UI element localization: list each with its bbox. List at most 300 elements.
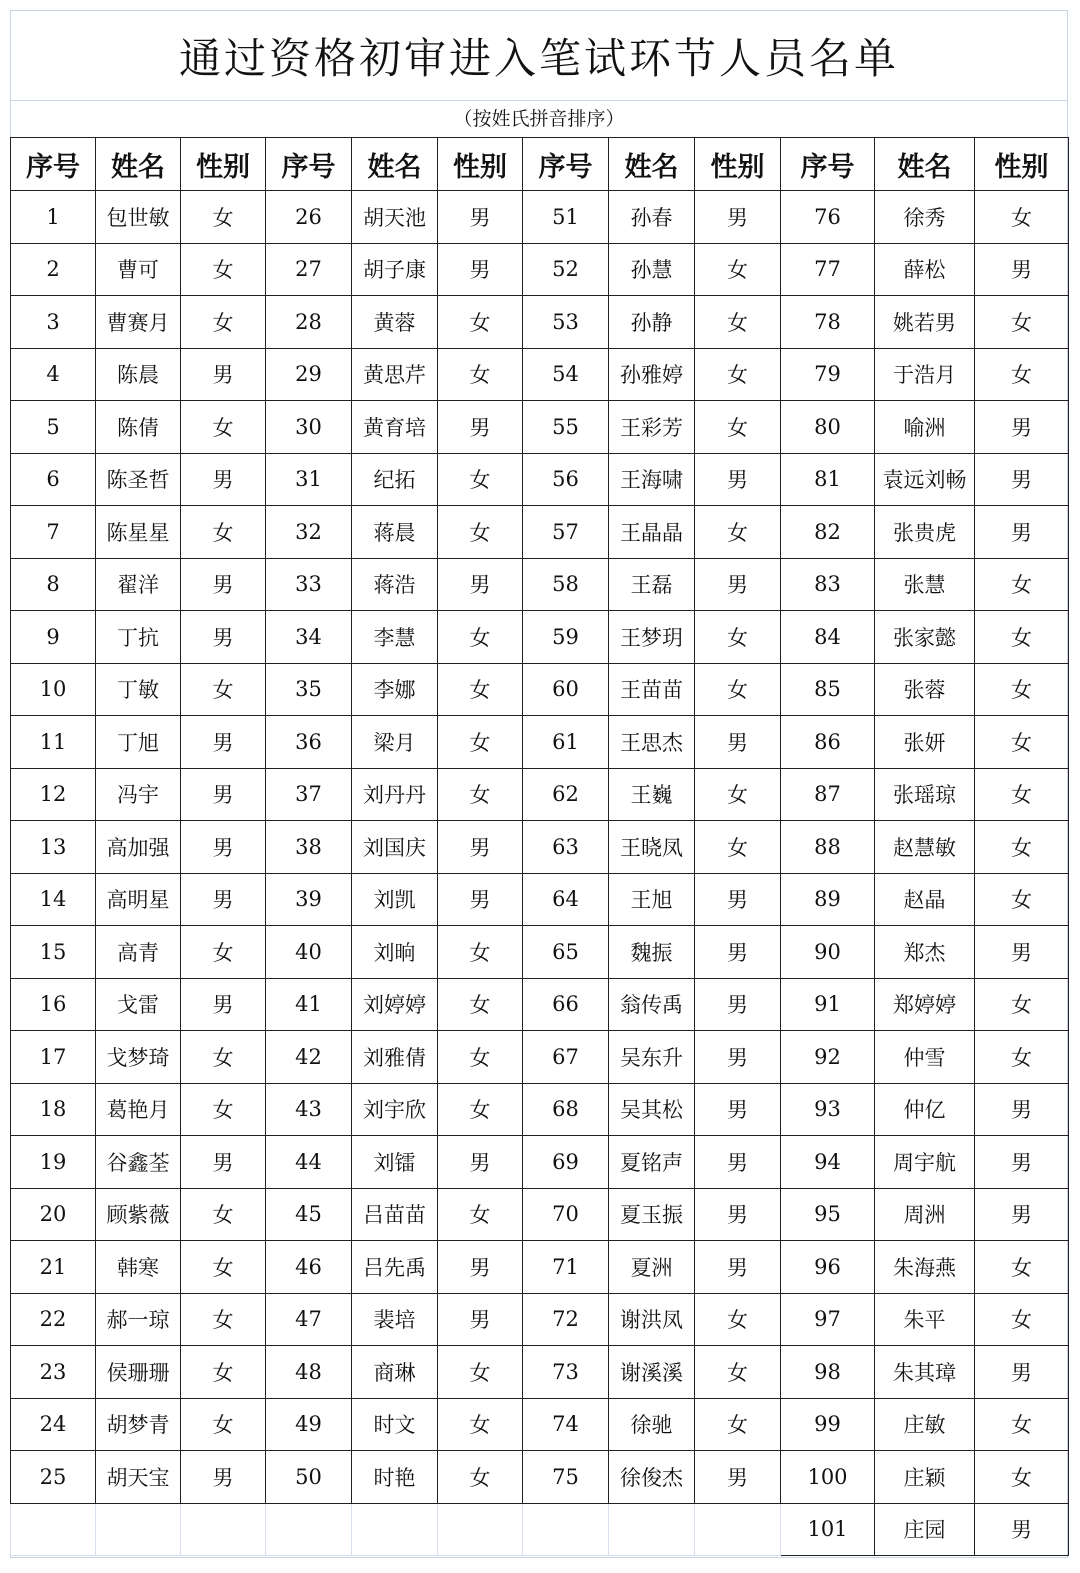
cell-gender: 男: [975, 926, 1069, 979]
cell-name: 孙慧: [609, 243, 695, 296]
cell-name: 周宇航: [875, 1136, 975, 1189]
cell-number: 63: [523, 821, 609, 874]
cell-gender: 女: [975, 611, 1069, 664]
cell-name: 刘雅倩: [352, 1031, 438, 1084]
cell-name: 谷鑫荃: [96, 1136, 181, 1189]
cell-name: 胡子康: [352, 243, 438, 296]
cell-name: 翟洋: [96, 558, 181, 611]
table-row: [11, 1503, 1069, 1556]
cell-name: 吴其松: [609, 1083, 695, 1136]
cell-gender: 女: [438, 1031, 523, 1084]
cell-number: 68: [523, 1083, 609, 1136]
cell-gender: 女: [438, 926, 523, 979]
cell-gender: 女: [181, 1241, 266, 1294]
cell-name: 张贵虎: [875, 506, 975, 559]
cell-number: 42: [266, 1031, 352, 1084]
cell-gender: 男: [181, 558, 266, 611]
table-row: [11, 611, 1069, 664]
cell-number: 51: [523, 191, 609, 244]
cell-gender: 女: [181, 926, 266, 979]
candidate-table: [10, 137, 1069, 1556]
empty-cell: [438, 1503, 523, 1556]
cell-gender: 男: [975, 1136, 1069, 1189]
cell-name: 高青: [96, 926, 181, 979]
cell-gender: 女: [975, 191, 1069, 244]
cell-number: 44: [266, 1136, 352, 1189]
cell-name: 王梦玥: [609, 611, 695, 664]
cell-name: 商琳: [352, 1346, 438, 1399]
cell-name: 胡天池: [352, 191, 438, 244]
cell-name: 曹可: [96, 243, 181, 296]
cell-number: 1: [11, 191, 96, 244]
cell-name: 郑婷婷: [875, 978, 975, 1031]
cell-number: 79: [781, 348, 875, 401]
empty-cell: [266, 1503, 352, 1556]
cell-name: 徐驰: [609, 1398, 695, 1451]
cell-gender: 女: [438, 1083, 523, 1136]
cell-name: 王彩芳: [609, 401, 695, 454]
cell-name: 张家懿: [875, 611, 975, 664]
cell-number: 97: [781, 1293, 875, 1346]
table-header-row: [11, 138, 1069, 191]
cell-gender: 男: [695, 978, 781, 1031]
cell-number: 9: [11, 611, 96, 664]
table-row: [11, 1241, 1069, 1294]
cell-name: 庄颖: [875, 1451, 975, 1504]
cell-name: 王海啸: [609, 453, 695, 506]
cell-gender: 男: [181, 453, 266, 506]
cell-number: 5: [11, 401, 96, 454]
cell-name: 陈圣哲: [96, 453, 181, 506]
cell-gender: 男: [695, 453, 781, 506]
cell-number: 27: [266, 243, 352, 296]
cell-gender: 女: [695, 611, 781, 664]
cell-gender: 女: [975, 1293, 1069, 1346]
cell-name: 庄园: [875, 1503, 975, 1556]
cell-gender: 男: [438, 558, 523, 611]
cell-name: 于浩月: [875, 348, 975, 401]
cell-number: 50: [266, 1451, 352, 1504]
cell-number: 37: [266, 768, 352, 821]
document-title: 通过资格初审进入笔试环节人员名单: [178, 34, 899, 83]
cell-gender: 女: [975, 1031, 1069, 1084]
cell-name: 徐秀: [875, 191, 975, 244]
cell-name: 高加强: [96, 821, 181, 874]
cell-gender: 男: [181, 768, 266, 821]
table-row: [11, 296, 1069, 349]
cell-number: 54: [523, 348, 609, 401]
cell-name: 郑杰: [875, 926, 975, 979]
cell-gender: 男: [695, 1451, 781, 1504]
cell-number: 28: [266, 296, 352, 349]
cell-gender: 男: [438, 1293, 523, 1346]
cell-number: 29: [266, 348, 352, 401]
cell-number: 46: [266, 1241, 352, 1294]
empty-cell: [352, 1503, 438, 1556]
title-divider: [10, 100, 1068, 101]
cell-number: 10: [11, 663, 96, 716]
table-row: [11, 1398, 1069, 1451]
header-number: 序号: [266, 138, 352, 191]
cell-number: 69: [523, 1136, 609, 1189]
cell-gender: 男: [975, 453, 1069, 506]
cell-number: 53: [523, 296, 609, 349]
cell-number: 8: [11, 558, 96, 611]
cell-number: 55: [523, 401, 609, 454]
cell-number: 30: [266, 401, 352, 454]
cell-number: 73: [523, 1346, 609, 1399]
cell-name: 包世敏: [96, 191, 181, 244]
cell-gender: 女: [181, 1398, 266, 1451]
cell-number: 25: [11, 1451, 96, 1504]
header-gender: 性别: [181, 138, 266, 191]
cell-number: 61: [523, 716, 609, 769]
cell-number: 39: [266, 873, 352, 926]
cell-gender: 男: [438, 1136, 523, 1189]
cell-name: 王巍: [609, 768, 695, 821]
cell-name: 刘镭: [352, 1136, 438, 1189]
cell-gender: 男: [695, 1241, 781, 1294]
cell-number: 38: [266, 821, 352, 874]
cell-number: 24: [11, 1398, 96, 1451]
cell-gender: 女: [975, 558, 1069, 611]
table-row: [11, 191, 1069, 244]
cell-number: 83: [781, 558, 875, 611]
table-row: [11, 1293, 1069, 1346]
cell-name: 庄敏: [875, 1398, 975, 1451]
cell-number: 82: [781, 506, 875, 559]
cell-gender: 女: [695, 1398, 781, 1451]
cell-name: 侯珊珊: [96, 1346, 181, 1399]
cell-gender: 女: [975, 821, 1069, 874]
cell-gender: 男: [438, 243, 523, 296]
cell-number: 99: [781, 1398, 875, 1451]
cell-name: 郝一琼: [96, 1293, 181, 1346]
header-gender: 性别: [975, 138, 1069, 191]
cell-gender: 女: [181, 663, 266, 716]
cell-number: 89: [781, 873, 875, 926]
cell-number: 47: [266, 1293, 352, 1346]
table-row: [11, 401, 1069, 454]
cell-gender: 男: [181, 348, 266, 401]
cell-gender: 男: [438, 191, 523, 244]
cell-number: 6: [11, 453, 96, 506]
table-row: [11, 978, 1069, 1031]
cell-number: 13: [11, 821, 96, 874]
cell-number: 77: [781, 243, 875, 296]
cell-gender: 女: [695, 1293, 781, 1346]
cell-number: 16: [11, 978, 96, 1031]
cell-number: 91: [781, 978, 875, 1031]
cell-gender: 男: [975, 506, 1069, 559]
cell-name: 张妍: [875, 716, 975, 769]
cell-gender: 男: [695, 1136, 781, 1189]
cell-gender: 女: [438, 716, 523, 769]
cell-name: 顾紫薇: [96, 1188, 181, 1241]
cell-number: 49: [266, 1398, 352, 1451]
cell-number: 75: [523, 1451, 609, 1504]
table-row: [11, 1188, 1069, 1241]
table-row: [11, 506, 1069, 559]
cell-number: 92: [781, 1031, 875, 1084]
cell-number: 12: [11, 768, 96, 821]
table-body: [11, 191, 1069, 1556]
empty-cell: [609, 1503, 695, 1556]
table-row: [11, 1346, 1069, 1399]
cell-name: 黄思芹: [352, 348, 438, 401]
cell-name: 王苗苗: [609, 663, 695, 716]
cell-number: 56: [523, 453, 609, 506]
cell-number: 88: [781, 821, 875, 874]
cell-name: 张蓉: [875, 663, 975, 716]
cell-number: 21: [11, 1241, 96, 1294]
cell-name: 冯宇: [96, 768, 181, 821]
cell-number: 67: [523, 1031, 609, 1084]
cell-number: 7: [11, 506, 96, 559]
cell-gender: 女: [438, 663, 523, 716]
cell-name: 夏铭声: [609, 1136, 695, 1189]
header-number: 序号: [523, 138, 609, 191]
cell-gender: 女: [975, 873, 1069, 926]
cell-name: 朱海燕: [875, 1241, 975, 1294]
cell-gender: 男: [695, 558, 781, 611]
cell-gender: 女: [438, 768, 523, 821]
cell-gender: 男: [695, 926, 781, 979]
cell-number: 96: [781, 1241, 875, 1294]
cell-number: 33: [266, 558, 352, 611]
cell-gender: 男: [438, 1241, 523, 1294]
cell-gender: 女: [695, 663, 781, 716]
cell-gender: 男: [695, 1083, 781, 1136]
cell-number: 43: [266, 1083, 352, 1136]
cell-number: 65: [523, 926, 609, 979]
cell-name: 丁抗: [96, 611, 181, 664]
cell-name: 王磊: [609, 558, 695, 611]
empty-cell: [695, 1503, 781, 1556]
table-row: [11, 243, 1069, 296]
header-gender: 性别: [438, 138, 523, 191]
cell-name: 葛艳月: [96, 1083, 181, 1136]
cell-name: 徐俊杰: [609, 1451, 695, 1504]
cell-gender: 男: [695, 716, 781, 769]
cell-number: 59: [523, 611, 609, 664]
cell-gender: 男: [695, 1031, 781, 1084]
cell-name: 李慧: [352, 611, 438, 664]
cell-number: 2: [11, 243, 96, 296]
table-row: [11, 926, 1069, 979]
cell-name: 陈倩: [96, 401, 181, 454]
cell-gender: 女: [438, 1346, 523, 1399]
cell-gender: 女: [975, 716, 1069, 769]
cell-name: 刘凯: [352, 873, 438, 926]
cell-gender: 女: [438, 348, 523, 401]
cell-number: 11: [11, 716, 96, 769]
cell-gender: 女: [181, 243, 266, 296]
cell-gender: 女: [181, 1346, 266, 1399]
cell-name: 曹赛月: [96, 296, 181, 349]
cell-gender: 女: [695, 506, 781, 559]
table-row: [11, 348, 1069, 401]
cell-gender: 女: [438, 1188, 523, 1241]
cell-number: 35: [266, 663, 352, 716]
cell-gender: 女: [438, 1398, 523, 1451]
table-row: [11, 453, 1069, 506]
cell-number: 22: [11, 1293, 96, 1346]
cell-name: 谢洪凤: [609, 1293, 695, 1346]
cell-gender: 女: [438, 1451, 523, 1504]
cell-gender: 女: [695, 401, 781, 454]
cell-name: 戈雷: [96, 978, 181, 1031]
cell-name: 仲亿: [875, 1083, 975, 1136]
cell-number: 95: [781, 1188, 875, 1241]
cell-number: 45: [266, 1188, 352, 1241]
cell-name: 姚若男: [875, 296, 975, 349]
cell-name: 纪拓: [352, 453, 438, 506]
cell-name: 戈梦琦: [96, 1031, 181, 1084]
table-row: [11, 821, 1069, 874]
empty-cell: [523, 1503, 609, 1556]
cell-gender: 男: [695, 1188, 781, 1241]
cell-gender: 男: [181, 611, 266, 664]
cell-name: 时艳: [352, 1451, 438, 1504]
cell-gender: 女: [975, 296, 1069, 349]
cell-name: 刘婷婷: [352, 978, 438, 1031]
cell-number: 62: [523, 768, 609, 821]
cell-number: 94: [781, 1136, 875, 1189]
header-name: 姓名: [609, 138, 695, 191]
cell-gender: 男: [181, 1451, 266, 1504]
header-number: 序号: [781, 138, 875, 191]
cell-number: 41: [266, 978, 352, 1031]
cell-gender: 女: [975, 1241, 1069, 1294]
cell-number: 64: [523, 873, 609, 926]
empty-cell: [181, 1503, 266, 1556]
cell-name: 胡天宝: [96, 1451, 181, 1504]
cell-gender: 女: [181, 401, 266, 454]
cell-number: 60: [523, 663, 609, 716]
cell-number: 93: [781, 1083, 875, 1136]
cell-name: 王旭: [609, 873, 695, 926]
cell-gender: 男: [438, 821, 523, 874]
cell-name: 周洲: [875, 1188, 975, 1241]
cell-number: 34: [266, 611, 352, 664]
cell-number: 48: [266, 1346, 352, 1399]
cell-name: 蒋浩: [352, 558, 438, 611]
cell-name: 朱其璋: [875, 1346, 975, 1399]
header-name: 姓名: [352, 138, 438, 191]
cell-name: 黄蓉: [352, 296, 438, 349]
cell-gender: 男: [975, 243, 1069, 296]
cell-number: 15: [11, 926, 96, 979]
cell-number: 3: [11, 296, 96, 349]
cell-number: 81: [781, 453, 875, 506]
cell-name: 仲雪: [875, 1031, 975, 1084]
cell-number: 76: [781, 191, 875, 244]
table-row: [11, 1083, 1069, 1136]
cell-gender: 男: [438, 401, 523, 454]
cell-name: 高明星: [96, 873, 181, 926]
cell-name: 朱平: [875, 1293, 975, 1346]
cell-name: 刘晌: [352, 926, 438, 979]
cell-number: 72: [523, 1293, 609, 1346]
cell-gender: 男: [695, 191, 781, 244]
cell-gender: 女: [975, 1398, 1069, 1451]
document-subtitle: （按姓氏拼音排序）: [453, 108, 625, 130]
cell-name: 魏振: [609, 926, 695, 979]
cell-name: 丁敏: [96, 663, 181, 716]
cell-gender: 男: [438, 873, 523, 926]
cell-name: 王晓凤: [609, 821, 695, 874]
cell-gender: 男: [975, 1503, 1069, 1556]
cell-number: 78: [781, 296, 875, 349]
cell-name: 吕苗苗: [352, 1188, 438, 1241]
cell-name: 刘国庆: [352, 821, 438, 874]
table-row: [11, 558, 1069, 611]
cell-name: 张瑶琼: [875, 768, 975, 821]
cell-name: 黄育培: [352, 401, 438, 454]
header-number: 序号: [11, 138, 96, 191]
cell-gender: 女: [695, 1346, 781, 1399]
cell-name: 蒋晨: [352, 506, 438, 559]
cell-number: 101: [781, 1503, 875, 1556]
cell-number: 84: [781, 611, 875, 664]
cell-number: 26: [266, 191, 352, 244]
cell-gender: 女: [695, 821, 781, 874]
cell-name: 夏洲: [609, 1241, 695, 1294]
cell-name: 裴培: [352, 1293, 438, 1346]
cell-gender: 男: [975, 401, 1069, 454]
cell-number: 20: [11, 1188, 96, 1241]
cell-gender: 女: [695, 768, 781, 821]
cell-name: 胡梦青: [96, 1398, 181, 1451]
cell-name: 孙春: [609, 191, 695, 244]
cell-gender: 女: [975, 978, 1069, 1031]
cell-name: 梁月: [352, 716, 438, 769]
cell-number: 4: [11, 348, 96, 401]
table-row: [11, 873, 1069, 926]
table-row: [11, 1031, 1069, 1084]
cell-gender: 男: [181, 978, 266, 1031]
cell-gender: 男: [975, 1188, 1069, 1241]
cell-number: 31: [266, 453, 352, 506]
table-row: [11, 1451, 1069, 1504]
cell-name: 孙雅婷: [609, 348, 695, 401]
cell-gender: 女: [975, 663, 1069, 716]
cell-number: 66: [523, 978, 609, 1031]
cell-number: 87: [781, 768, 875, 821]
cell-name: 丁旭: [96, 716, 181, 769]
cell-name: 翁传禹: [609, 978, 695, 1031]
cell-name: 吕先禹: [352, 1241, 438, 1294]
cell-gender: 女: [695, 348, 781, 401]
cell-gender: 男: [975, 1083, 1069, 1136]
cell-name: 赵慧敏: [875, 821, 975, 874]
table-row: [11, 768, 1069, 821]
cell-number: 19: [11, 1136, 96, 1189]
cell-gender: 女: [438, 453, 523, 506]
cell-gender: 女: [438, 978, 523, 1031]
cell-number: 36: [266, 716, 352, 769]
cell-gender: 女: [438, 506, 523, 559]
cell-number: 23: [11, 1346, 96, 1399]
cell-name: 孙静: [609, 296, 695, 349]
cell-number: 40: [266, 926, 352, 979]
header-name: 姓名: [96, 138, 181, 191]
cell-number: 32: [266, 506, 352, 559]
cell-gender: 女: [438, 611, 523, 664]
cell-gender: 女: [181, 191, 266, 244]
cell-name: 吴东升: [609, 1031, 695, 1084]
